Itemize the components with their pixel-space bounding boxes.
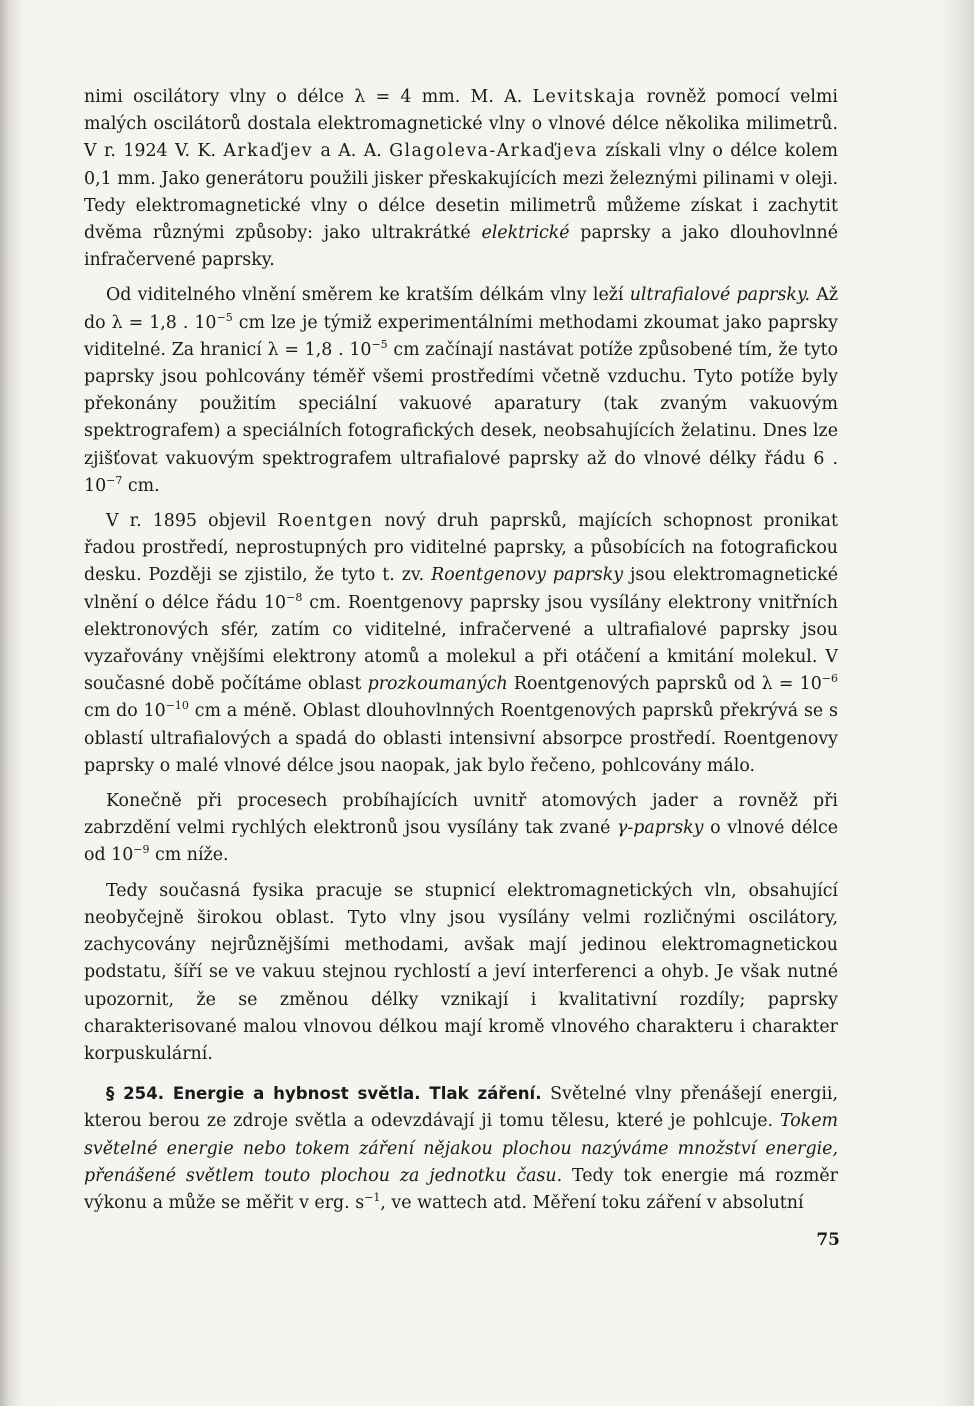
definition-emphasis: Tokem světelné energie nebo tokem záření nějakou plochou nazýváme množství energie, přenášené světlem touto plochou za jednotku času. <box>84 1111 838 1186</box>
paragraph-5 <box>84 878 838 1068</box>
text-run: Světelné vlny přenášejí energii, kterou berou ze zdroje světla a odevzdávají ji tomu tělesu, které je pohlcuje. <box>84 1084 838 1132</box>
text-run: cm a méně. Oblast dlouhovlnných Roentgenových paprsků překrývá se s oblastí ultrafialových a spadá do oblasti intensivní absorpce prostředí. Roentgenovy paprsky o malé vlnové délce jsou naopak, jak bylo řečeno, pohlcovány málo. <box>84 701 838 776</box>
text-run: Od viditelného vlnění směrem ke kratším délkám vlny leží <box>106 285 630 306</box>
exponent: −5 <box>216 310 233 324</box>
emphasis: Roentgenovy paprsky <box>431 565 624 586</box>
text-run: cm lze je týmiž experimentálními methodami zkoumat jako paprsky viditelné. Za hranicí λ = 1,8 . 10 <box>84 312 838 360</box>
exponent: −6 <box>821 672 838 686</box>
person-name: Arkaďjev <box>223 141 314 162</box>
person-name: Roentgen <box>277 511 374 532</box>
emphasis: elektrické <box>481 223 570 244</box>
text-run: jsou elektromagnetické vlnění o délce řádu 10 <box>84 565 838 613</box>
section-254 <box>84 1080 838 1217</box>
page-edge-shadow <box>940 0 974 1406</box>
text-run: cm do 10 <box>84 701 166 722</box>
exponent: −10 <box>165 699 189 713</box>
text-run: rovněž pomocí velmi malých oscilátorů dostala elektromagnetické vlny o vlnové délce několika milimetrů. V r. 1924 V. K. <box>84 87 838 162</box>
exponent: −8 <box>286 590 303 604</box>
section-heading: § 254. Energie a hybnost světla. Tlak záření. <box>106 1084 542 1104</box>
text-run: nimi oscilátory vlny o délce λ = 4 mm. M. A. <box>84 87 533 107</box>
text-run: Až do λ = 1,8 . 10 <box>84 285 839 333</box>
exponent: −7 <box>106 474 123 488</box>
text-run: o vlnové délce od 10 <box>84 818 838 866</box>
text-run: Konečně při procesech probíhajících uvnitř atomových jader a rovněž při zabrzdění velmi rychlých elektronů jsou vysílány tak zvané <box>84 791 838 839</box>
paragraph-4 <box>84 788 838 870</box>
text-run: získali vlny o délce kolem 0,1 mm. Jako generátoru použili jisker přeskakujících mezi železnými pilinami v oleji. Tedy elektromagnetické vlny o délce desetin milimetrů můžeme získat i zachytit dvěma různými způsoby: jako ultrakrátké <box>84 141 839 244</box>
emphasis: ultrafialové paprsky. <box>629 285 811 306</box>
text-run: Roentgenových paprsků od λ = 10 <box>507 674 822 695</box>
text-run: V r. 1895 objevil <box>106 511 278 532</box>
person-name: Levitskaja <box>532 87 637 107</box>
emphasis: prozkoumaných <box>367 674 508 695</box>
text-run: cm. <box>122 475 160 496</box>
paragraph-1 <box>84 84 838 274</box>
emphasis: γ-paprsky <box>617 818 704 839</box>
text-run: a A. A. <box>313 141 390 162</box>
exponent: −9 <box>133 843 150 857</box>
text-run: nový druh paprsků, majících schopnost pronikat řadou prostředí, neprostupných pro viditelné paprsky, a působících na fotografickou desku. Později se zjistilo, že tyto t. zv. <box>84 511 839 586</box>
text-run: , ve wattech atd. Měření toku záření v absolutní <box>380 1192 804 1213</box>
text-run: cm níže. <box>149 845 229 866</box>
paragraph-3 <box>84 508 838 780</box>
paragraph-2 <box>84 282 838 500</box>
exponent: −1 <box>364 1191 381 1205</box>
body-text <box>84 84 838 1225</box>
text-run: Tedy tok energie má rozměr výkonu a může se měřit v erg. s <box>84 1165 838 1213</box>
text-run: cm. Roentgenovy paprsky jsou vysílány elektrony vnitřních elektronových sfér, zatím co viditelné, infračervené a ultrafialové paprsky jsou vyzařovány vnějšími elektrony atomů a molekul a při otáčení a kmitání molekul. V současné době počítáme oblast <box>84 592 838 695</box>
text-run: paprsky a jako dlouhovlnné infračervené paprsky. <box>84 223 838 271</box>
text-run: Tedy současná fysika pracuje se stupnicí elektromagnetických vln, obsahující neobyčejně širokou oblast. Tyto vlny jsou vysílány velmi rozličnými oscilátory, zachycovány nejrůznějšími methodami, avšak mají jedinou elektromagnetickou podstatu, šíří se ve vakuu stejnou rychlostí a jeví interferenci a ohyb. Je však nutné upozornit, že se změnou délky vznikají i kvalitativní rozdíly; paprsky charakterisované malou vlnovou délkou mají kromě vlnového charakteru i charakter korpuskulární. <box>84 880 838 1064</box>
page-number: 75 <box>816 1230 840 1250</box>
text-run: cm začínají nastávat potíže způsobené tím, že tyto paprsky jsou pohlcovány téměř všemi prostředími včetně vzduchu. Tyto potíže byly překonány použitím speciální vakuové aparatury (tak zvaným vakuovým spektrografem) a speciálních fotografických desek, neobsahujících želatinu. Dnes lze zjišťovat vakuovým spektrografem ultrafialové paprsky až do vlnové délky řádu 6 . 10 <box>84 339 838 496</box>
person-name: Glagoleva-Arkaďjeva <box>389 141 598 162</box>
exponent: −5 <box>371 338 388 352</box>
